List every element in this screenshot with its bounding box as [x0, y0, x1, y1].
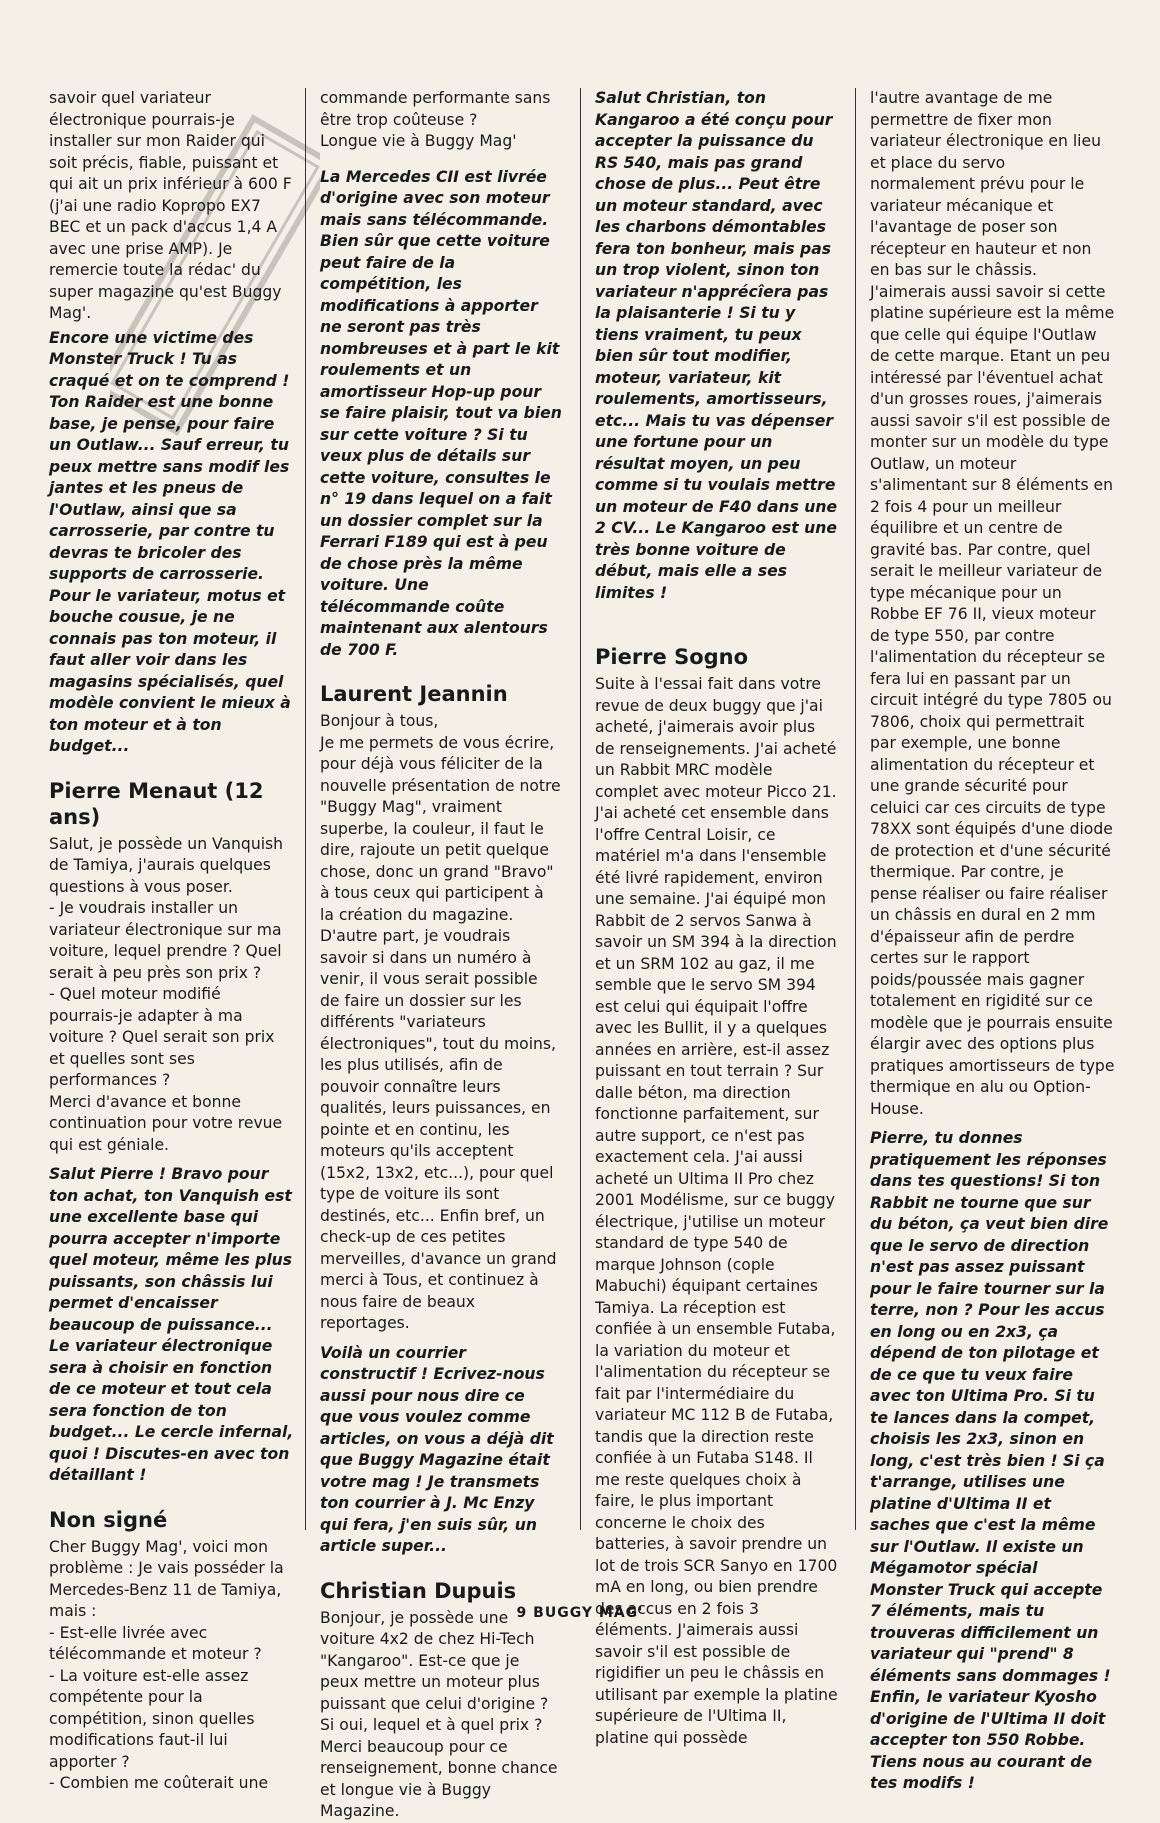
- letter-author-heading: Non signé: [49, 1507, 168, 1532]
- column-3: [595, 88, 838, 1749]
- letter-text: commande performante sans être trop coûteuse ?: [320, 89, 551, 129]
- letter-text: Bonjour, je possède une voiture 4x2 de chez Hi-Tech "Kangaroo". Est-ce que je peux mettre un moteur plus puissant que celui d'origine ? Si oui, lequel et à quel prix ? Merci beaucoup pour ce renseignement, bonne chance et longue vie à Buggy Magazine.: [320, 1608, 558, 1820]
- letter-author-heading: Laurent Jeannin: [320, 682, 508, 706]
- letter-text: - Est-elle livrée avec télécommande et moteur ?: [49, 1623, 262, 1663]
- letter-text: - Combien me coûterait une: [49, 1774, 269, 1792]
- letter-text: D'autre part, je voudrais savoir si dans un numéro à venir, il vous serait possible de faire un dossier sur les différents "variateurs électroniques", tout du moins, les plus utilisés, afin de pouvoir connaître leurs qualités, leurs puissances, en pointe et en continu, les moteurs qu'ils acceptent (15x2, 13x2, etc...), pour quel type de voiture ils sont destinés, etc... Enfin bref, un check-up de ces petites merveilles, d'avance un grand merci à Tous, et continuez à nous faire de beaux reportages.: [320, 927, 557, 1332]
- letter-text: Cher Buggy Mag', voici mon problème : Je vais posséder la Mercedes-Benz 11 de Tamiya, mais :: [49, 1537, 284, 1620]
- letter-author-heading: Christian Dupuis: [320, 1578, 517, 1603]
- letter-text: l'autre avantage de me permettre de fixer mon variateur électronique en lieu et place du servo normalement prévu pour le variateur mécanique et l'avantage de poser son récepteur en hauteur et non en bas sur le châssis. J'aimerais aussi savoir si cette platine supérieure est la même que celle qui équipe l'Outlaw de cette marque. Etant un peu intéressé par l'éventuel achat d'un grosses roues, j'aimerais aussi savoir s'il est possible de monter sur un modèle du type Outlaw, un moteur s'alimentant sur 8 éléments en 2 fois 4 pour un meilleur équilibre et un centre de gravité bas. Par contre, quel serait le meilleur variateur de type mécanique pour un Robbe EF 76 II, vieux moteur de type 550, par contre l'alimentation du récepteur se fera lui en passant par un circuit intégré du type 7805 ou 7806, choix qui permettrait par exemple, une bonne alimentation du récepteur et une grande sécurité pour celuici car ces circuits de type 78XX sont équipés d'une diode de protection et d'une sécurité thermique. Par contre, je pense réaliser ou faire réaliser un châssis en dural en 2 mm d'épaisseur afin de perdre certes sur le rapport poids/poussée mais gagner totalement en rigidité sur ce modèle que je pourrais ensuite élargir avec des options plus pratiques amortisseurs de type thermique en alu ou Option-House.: [870, 89, 1115, 1118]
- page-footer: 9 BUGGY MAG': [516, 1605, 644, 1621]
- letter-text: Salut, je possède un Vanquish de Tamiya, j'aurais quelques questions à vous poser.: [49, 834, 284, 896]
- editor-reply: Salut Pierre ! Bravo pour ton achat, ton Vanquish est une excellente base qui pourra accepter n'importe quel moteur, même les plus puissants, son châssis lui permet d'encaisser beaucoup de puissance... Le variateur électronique sera à choisir en fonction de ce moteur et tout cela sera fonction de ton budget... Le cercle infernal, quoi ! Discutes-en avec ton détaillant !: [49, 1165, 294, 1484]
- editor-reply: Encore une victime des Monster Truck ! Tu as craqué et on te comprend ! Ton Raider est une bonne base, je pense, pour faire un Outlaw... Sauf erreur, tu peux mettre sans modif les jantes et les pneus de l'Outlaw, ainsi que sa carrosserie, par contre tu devras te bricoler des supports de carrosserie. Pour le variateur, motus et bouche cousue, je ne connais pas ton moteur, il faut aller voir dans les magasins spécialisés, quel modèle convient le mieux à ton moteur et à ton budget...: [49, 328, 291, 755]
- column-4: [870, 88, 1115, 1795]
- column-1: [49, 88, 294, 1795]
- letter-author-heading: Pierre Menaut (12 ans): [49, 778, 264, 829]
- editor-reply: Salut Christian, ton Kangaroo a été conçu pour accepter la puissance du RS 540, mais pas grand chose de plus... Peut être un moteur standard, avec les charbons démontables fera ton bonheur, mais pas un trop violent, sinon ton variateur n'apprécîera pas la plaisanterie ! Si tu y tiens vraiment, tu peux bien sûr tout modifier, moteur, variateur, kit roulements, amortisseurs, etc... Mais tu vas dépenser une fortune pour un résultat moyen, un peu comme si tu voulais mettre un moteur de F40 dans une 2 CV... Le Kangaroo est une très bonne voiture de début, mais elle a ses limites !: [595, 89, 838, 602]
- letter-text: Longue vie à Buggy Mag': [320, 132, 517, 150]
- letter-author-heading: Pierre Sogno: [595, 645, 749, 669]
- column-divider: [580, 88, 581, 1530]
- letter-text: savoir quel variateur électronique pourrais-je installer sur mon Raider qui soit précis, fiable, puissant et qui ait un prix inférieur à 600 F (j'ai une radio Kopropo EX7 BEC et un pack d'accus 1,4 A avec une prise AMP). Je remercie toute la rédac' du super magazine qu'est Buggy Mag'.: [49, 89, 292, 322]
- editor-reply: La Mercedes CII est livrée d'origine avec son moteur mais sans télécommande. Bien sûr que cette voiture peut faire de la compétition, les modifications à apporter ne seront pas très nombreuses et à part le kit roulements et un amortisseur Hop-up pour se faire plaisir, tout va bien sur cette voiture ? Si tu veux plus de détails sur cette voiture, consultes le n° 19 dans lequel on a fait un dossier complet sur la Ferrari F189 qui est à peu de chose près la même voiture. Une télécommande coûte maintenant aux alentours de 700 F.: [320, 167, 562, 659]
- column-divider: [305, 88, 306, 1530]
- letter-text: - Je voudrais installer un variateur électronique sur ma voiture, lequel prendre ? Quel serait à peu près son prix ?: [49, 899, 282, 982]
- column-2: [320, 88, 562, 1823]
- letter-text: Je me permets de vous écrire, pour déjà vous féliciter de la nouvelle présentation de notre "Buggy Mag", vraiment superbe, la couleur, il faut le dire, rajoute un petit quelque chose, donc un grand "Bravo" à tous ceux qui participent à la création du magazine.: [320, 733, 561, 924]
- letter-text: - Quel moteur modifié pourrais-je adapter à ma voiture ? Quel serait son prix et quelles sont ses performances ?: [49, 985, 275, 1089]
- letter-text: Merci d'avance et bonne continuation pour votre revue qui est géniale.: [49, 1092, 283, 1154]
- editor-reply: Voilà un courrier constructif ! Ecrivez-nous aussi pour nous dire ce que vous voulez comme articles, on vous a déjà dit que Buggy Magazine était votre mag ! Je transmets ton courrier à J. Mc Enzy qui fera, j'en suis sûr, un article super...: [320, 1343, 554, 1555]
- column-divider: [855, 88, 856, 1530]
- letter-text: - La voiture est-elle assez compétente pour la compétition, sinon quelles modifications faut-il lui apporter ?: [49, 1666, 255, 1771]
- editor-reply: Pierre, tu donnes pratiquement les réponses dans tes questions! Si ton Rabbit ne tourne que sur du béton, ça veut bien dire que le servo de direction n'est pas assez puissant pour le faire tourner sur la terre, non ? Pour les accus en long ou en 2x3, ça dépend de ton pilotage et de ce que tu veux faire avec ton Ultima Pro. Si tu te lances dans la compet, choisis les 2x3, sinon en long, c'est très bien ! Si ça t'arrange, utilises une platine d'Ultima II et saches que c'est la même sur l'Outlaw. Il existe un Mégamotor spécial Monster Truck qui accepte 7 éléments, mais tu trouveras difficilement un variateur qui "prend" 8 éléments sans dommages ! Enfin, le variateur Kyosho d'origine de l'Ultima II doit accepter ton 550 Robbe. Tiens nous au courant de tes modifs !: [870, 1129, 1111, 1792]
- letter-text: Suite à l'essai fait dans votre revue de deux buggy que j'ai acheté, j'aimerais avoir plus de renseignements. J'ai acheté un Rabbit MRC modèle complet avec moteur Picco 21. J'ai acheté cet ensemble dans l'offre Central Loisir, ce matériel m'a dans l'ensemble été livré rapidement, environ une semaine. J'ai équipé mon Rabbit de 2 servos Sanwa à savoir un SM 394 à la direction et un SRM 102 au gaz, il me semble que le servo SM 394 est celui qui équipait l'offre avec les Bullit, il y a quelques années en arrière, est-il assez puissant en tout terrain ? Sur dalle béton, ma direction fonctionne parfaitement, sur autre support, ce n'est pas exactement cela. J'ai aussi acheté un Ultima II Pro chez 2001 Modélisme, sur ce buggy électrique, j'utilise un moteur standard de type 540 de marque Johnson (cople Mabuchi) équipant certaines Tamiya. La réception est confiée à un ensemble Futaba, la variation du moteur et l'alimentation du récepteur se fait par l'intermédiaire du variateur MC 112 B de Futaba, tandis que la direction reste confiée à un Futaba S148. Il me reste quelques choix à faire, le plus important concerne le choix des batteries, à savoir prendre un lot de trois SCR Sanyo en 1700 mA en long, ou bien prendre des accus en 2 fois 3 éléments. J'aimerais aussi savoir s'il est possible de rigidifier un peu le châssis en utilisant par exemple la platine supérieure de l'Ultima II, platine qui possède: [595, 675, 838, 1747]
- letter-text: Bonjour à tous,: [320, 712, 439, 730]
